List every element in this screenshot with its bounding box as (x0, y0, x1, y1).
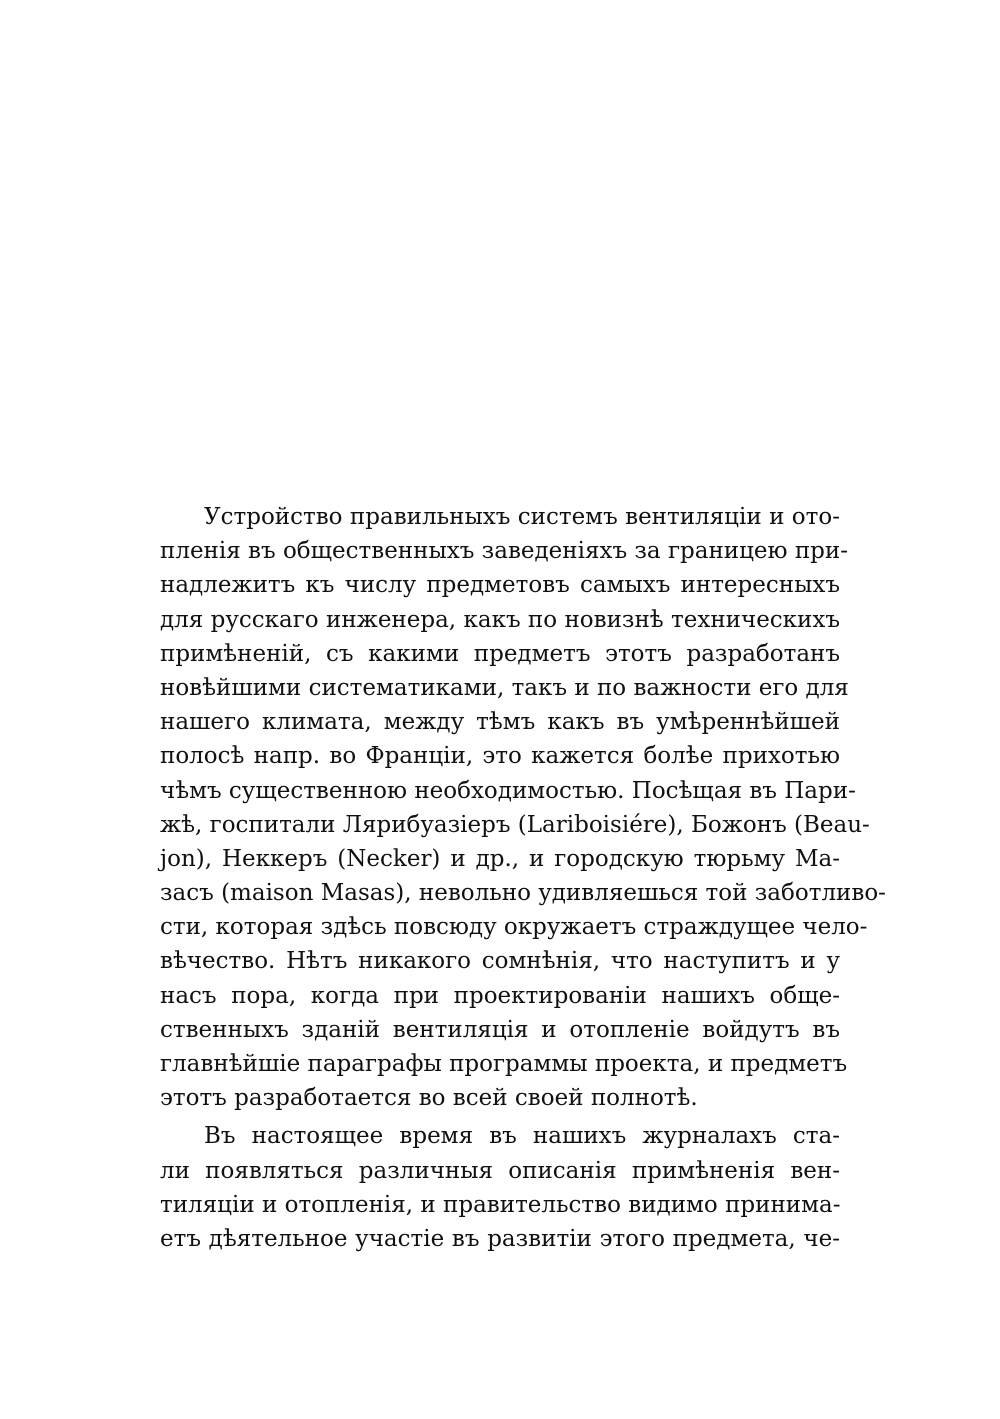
text-line: для русскаго инженера, какъ по новизнѣ техническихъ (160, 606, 840, 633)
text-line: вѣчество. Нѣтъ никакого сомнѣнія, что наступитъ и у (160, 948, 840, 975)
text-line: надлежитъ къ числу предметовъ самыхъ интересныхъ (160, 572, 840, 599)
text-line: примѣненій, съ какими предметъ этотъ разработанъ (160, 640, 840, 667)
text-line: нашего климата, между тѣмъ какъ въ умѣреннѣйшей (160, 709, 840, 736)
text-line: сти, которая здѣсь повсюду окружаетъ страждущее чело- (160, 914, 868, 941)
text-line: Устройство правильныхъ системъ вентиляціи и ото- (204, 504, 840, 530)
text-line: чѣмъ существенною необходимостью. Посѣщая въ Пари- (160, 777, 856, 804)
text-line: ственныхъ зданій вентиляція и отопленіе войдутъ въ (160, 1016, 840, 1043)
text-line: jon), Неккеръ (Necker) и др., и городскую тюрьму Ма- (160, 845, 840, 872)
body-text (160, 500, 886, 1256)
text-line: полосѣ напр. во Франціи, это кажется болѣе прихотью (160, 743, 840, 770)
text-line: ли появляться различныя описанія примѣненія вен- (160, 1157, 840, 1184)
paragraph-2 (160, 1119, 840, 1256)
paragraph-1 (160, 500, 886, 1115)
text-line: пленія въ общественныхъ заведеніяхъ за границею при- (160, 538, 848, 565)
text-line: новѣйшими систематиками, такъ и по важности его для (160, 674, 849, 701)
text-line: этотъ разработается во всей своей полнотѣ. (160, 1085, 698, 1112)
text-line: тиляціи и отопленія, и правительство видимо принима- (160, 1191, 841, 1218)
text-line: засъ (maison Masas), невольно удивляешься той заботливо- (160, 880, 886, 907)
text-line: жѣ, госпитали Лярибуазіеръ (Lariboisiére), Божонъ (Beau- (160, 811, 870, 838)
text-line: главнѣйшіе параграфы программы проекта, и предметъ (160, 1051, 848, 1077)
text-line: етъ дѣятельное участіе въ развитіи этого предмета, че- (160, 1225, 840, 1252)
text-line: насъ пора, когда при проектированіи нашихъ обще- (160, 982, 840, 1009)
text-line: Въ настоящее время въ нашихъ журналахъ ста- (204, 1123, 840, 1150)
